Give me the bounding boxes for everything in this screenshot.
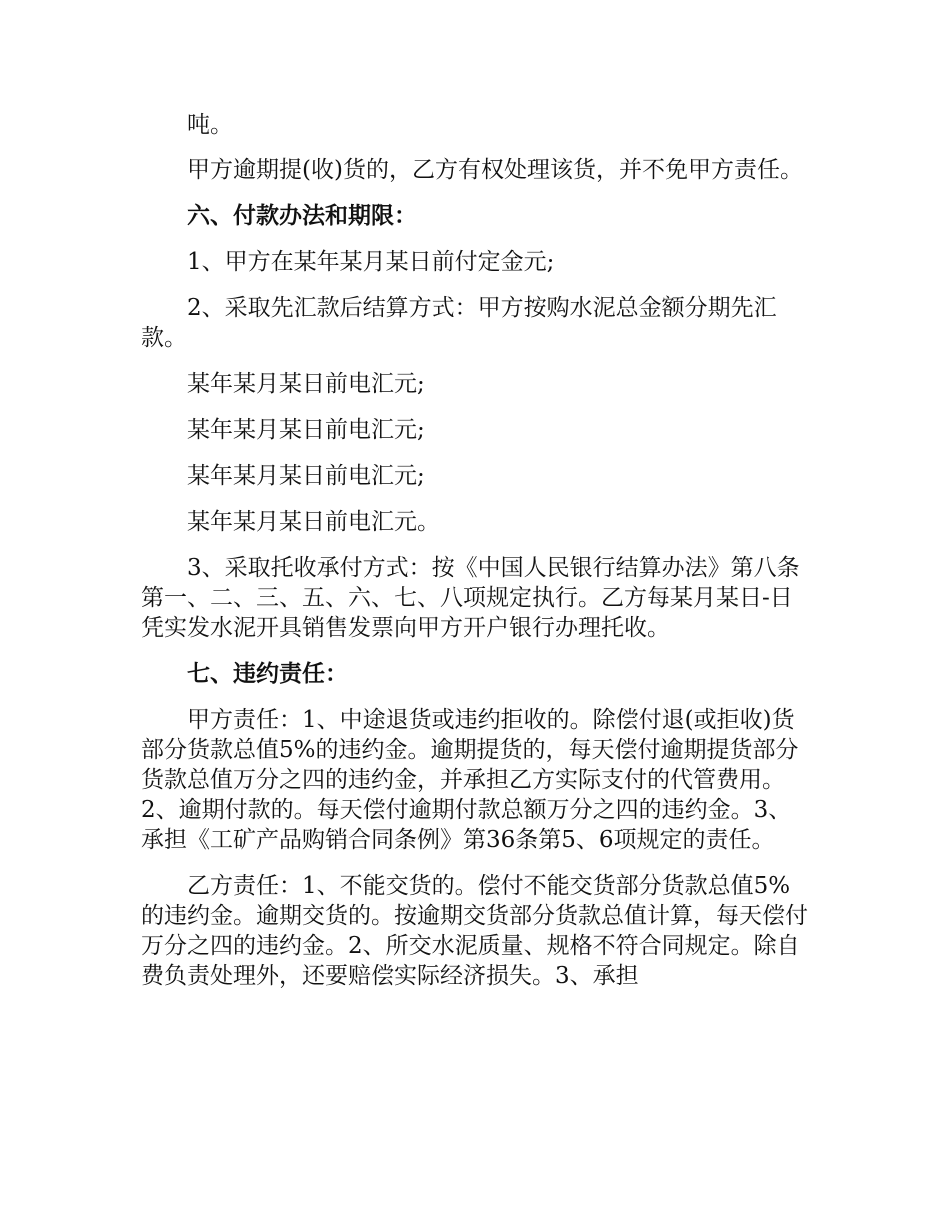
paragraph-party-a-liability: 甲方责任：1、中途退货或违约拒收的。除偿付退(或拒收)货部分货款总值5%的违约金。逾期提货的，每天偿付逾期提货部分货款总值万分之四的违约金，并承担乙方实际支付的代管费用。2、逾期付款的。每天偿付逾期付款总额万分之四的违约金。3、承担《工矿产品购销合同条例》第36条第5、6项规定的责任。	[141, 707, 799, 853]
paragraph-remittance-1: 某年某月某日前电汇元;	[187, 371, 425, 397]
paragraph-continuation: 吨。	[187, 112, 233, 138]
paragraph-collection-method: 3、采取托收承付方式：按《中国人民银行结算办法》第八条第一、二、三、五、六、七、八项规定执行。乙方每某月某日-日凭实发水泥开具销售发票向甲方开户银行办理托收。	[141, 555, 800, 641]
paragraph-deposit: 1、甲方在某年某月某日前付定金元;	[187, 249, 555, 275]
document-body	[141, 110, 813, 1007]
section-heading-payment: 六、付款办法和期限：	[187, 203, 417, 229]
paragraph-remittance-method: 2、采取先汇款后结算方式：甲方按购水泥总金额分期先汇款。	[141, 295, 777, 351]
section-heading-liability: 七、违约责任：	[187, 661, 348, 687]
paragraph-party-b-liability: 乙方责任：1、不能交货的。偿付不能交货部分货款总值5%的违约金。逾期交货的。按逾期交货部分货款总值计算，每天偿付万分之四的违约金。2、所交水泥质量、规格不符合同规定。除自费负责处理外，还要赔偿实际经济损失。3、承担	[141, 873, 808, 989]
paragraph-remittance-4: 某年某月某日前电汇元。	[187, 509, 440, 535]
paragraph-remittance-3: 某年某月某日前电汇元;	[187, 463, 425, 489]
paragraph-remittance-2: 某年某月某日前电汇元;	[187, 417, 425, 443]
paragraph-late-pickup: 甲方逾期提(收)货的，乙方有权处理该货，并不免甲方责任。	[187, 157, 803, 183]
